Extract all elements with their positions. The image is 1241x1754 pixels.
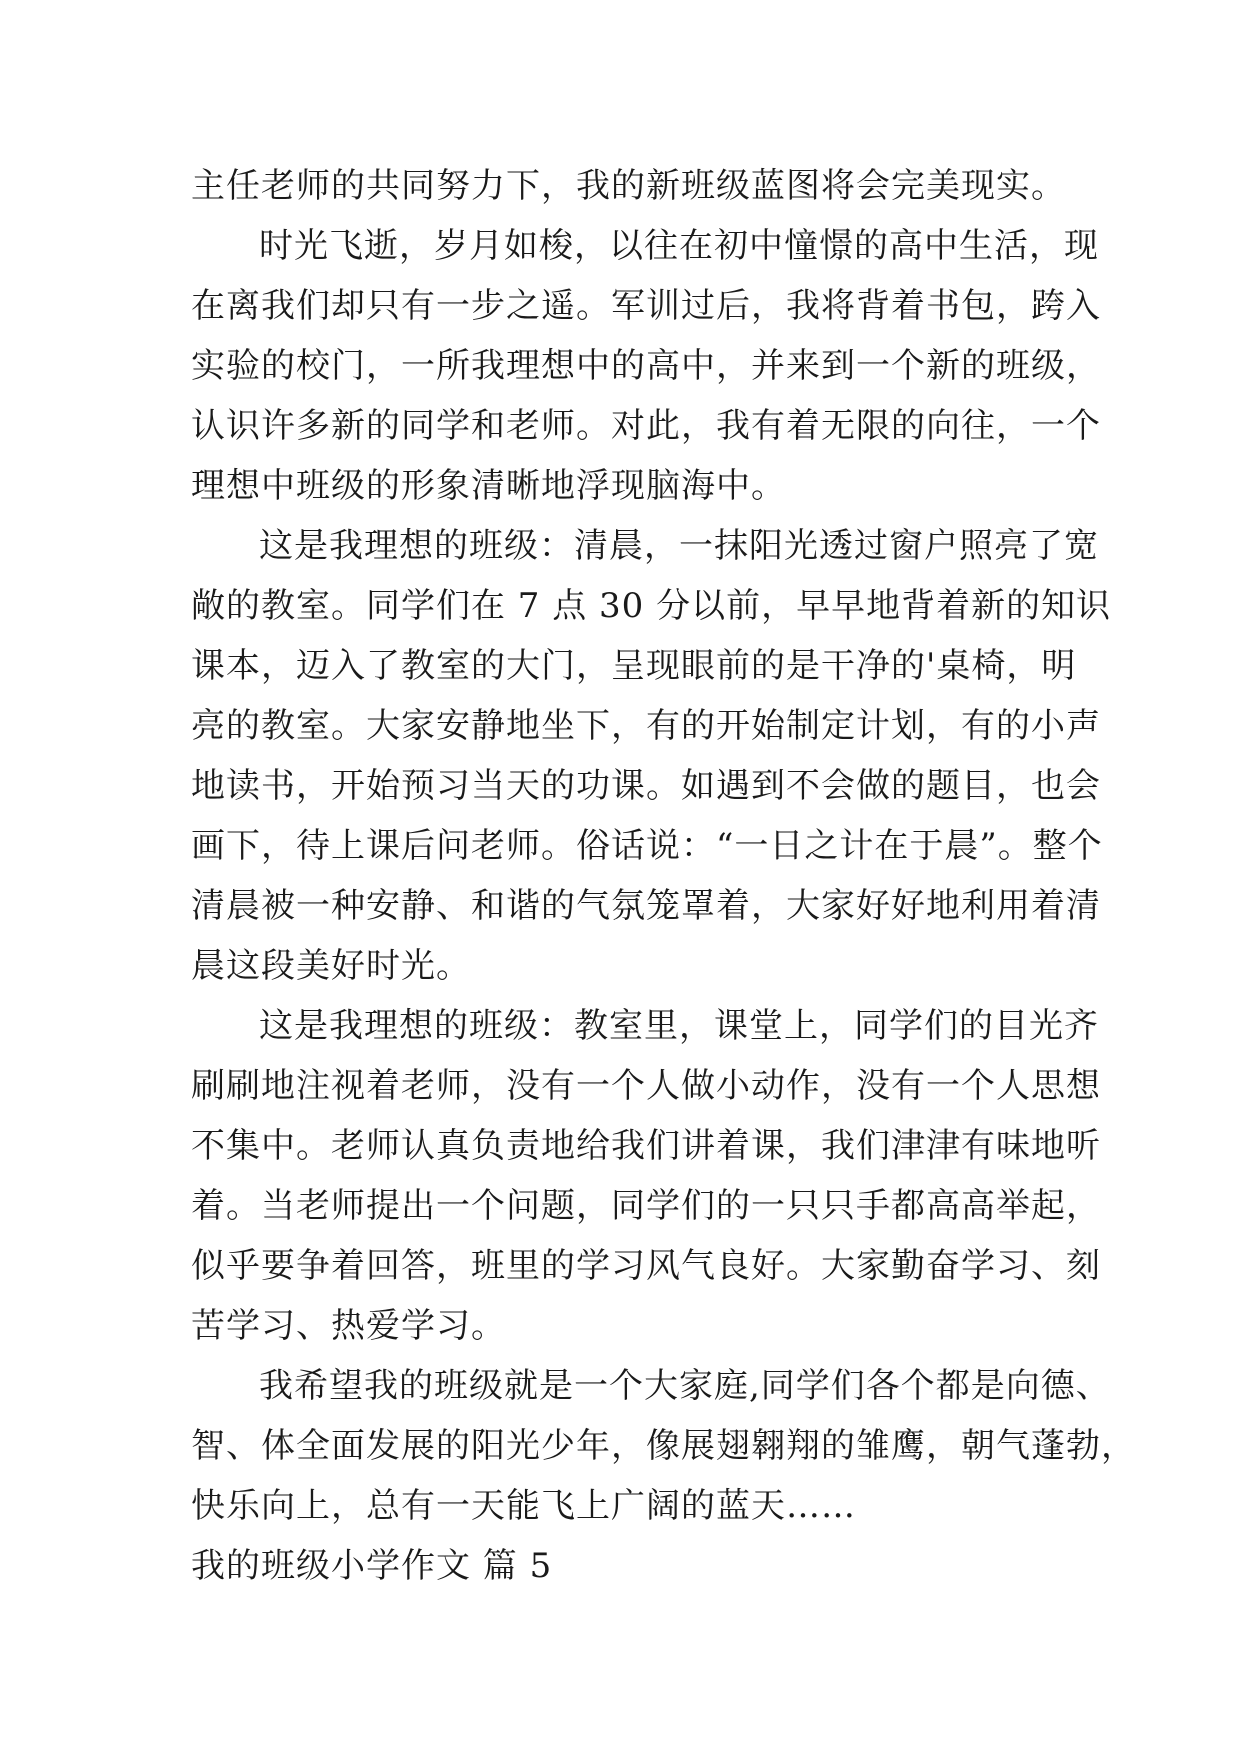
text-line: 刷刷地注视着老师，没有一个人做小动作，没有一个人思想 xyxy=(191,1066,1101,1106)
text-line: 敞的教室。同学们在 7 点 30 分以前，早早地背着新的知识 xyxy=(191,586,1112,626)
text-line: 主任老师的共同努力下，我的新班级蓝图将会完美现实。 xyxy=(191,166,1066,206)
section-heading: 我的班级小学作文 篇 5 xyxy=(191,1546,553,1586)
text-line: 我希望我的班级就是一个大家庭,同学们各个都是向德、 xyxy=(259,1366,1111,1406)
text-line: 似乎要争着回答，班里的学习风气良好。大家勤奋学习、刻 xyxy=(191,1246,1101,1286)
paragraph-intro xyxy=(191,216,1101,516)
text-line: 认识许多新的同学和老师。对此，我有着无限的向往，一个 xyxy=(191,406,1101,446)
document-page xyxy=(191,156,1136,1596)
text-line: 实验的校门，一所我理想中的高中，并来到一个新的班级， xyxy=(191,346,1101,386)
text-line: 亮的教室。大家安静地坐下，有的开始制定计划，有的小声 xyxy=(191,706,1101,746)
text-line: 理想中班级的形象清晰地浮现脑海中。 xyxy=(191,466,786,506)
paragraph-continuation xyxy=(191,156,1066,216)
text-line: 着。当老师提出一个问题，同学们的一只只手都高高举起， xyxy=(191,1186,1101,1226)
text-line: 时光飞逝，岁月如梭，以往在初中憧憬的高中生活，现 xyxy=(259,226,1099,266)
text-line: 地读书，开始预习当天的功课。如遇到不会做的题目，也会 xyxy=(191,766,1101,806)
text-line: 快乐向上，总有一天能飞上广阔的蓝天…… xyxy=(191,1486,856,1526)
text-line: 晨这段美好时光。 xyxy=(191,946,471,986)
text-line: 画下，待上课后问老师。俗话说：“一日之计在于晨”。整个 xyxy=(191,826,1103,866)
text-line: 这是我理想的班级：清晨，一抹阳光透过窗户照亮了宽 xyxy=(259,526,1099,566)
text-line: 清晨被一种安静、和谐的气氛笼罩着，大家好好地利用着清 xyxy=(191,886,1101,926)
text-line: 苦学习、热爱学习。 xyxy=(191,1306,506,1346)
paragraph-morning xyxy=(191,516,1112,996)
text-line: 在离我们却只有一步之遥。军训过后，我将背着书包，跨入 xyxy=(191,286,1101,326)
text-line: 课本，迈入了教室的大门，呈现眼前的是干净的'桌椅，明 xyxy=(191,646,1077,686)
text-line: 不集中。老师认真负责地给我们讲着课，我们津津有味地听 xyxy=(191,1126,1101,1166)
paragraph-hope xyxy=(191,1356,1136,1536)
paragraph-classroom xyxy=(191,996,1101,1356)
text-line: 这是我理想的班级：教室里，课堂上，同学们的目光齐 xyxy=(259,1006,1099,1046)
text-line: 智、体全面发展的阳光少年，像展翅翱翔的雏鹰，朝气蓬勃， xyxy=(191,1426,1136,1466)
